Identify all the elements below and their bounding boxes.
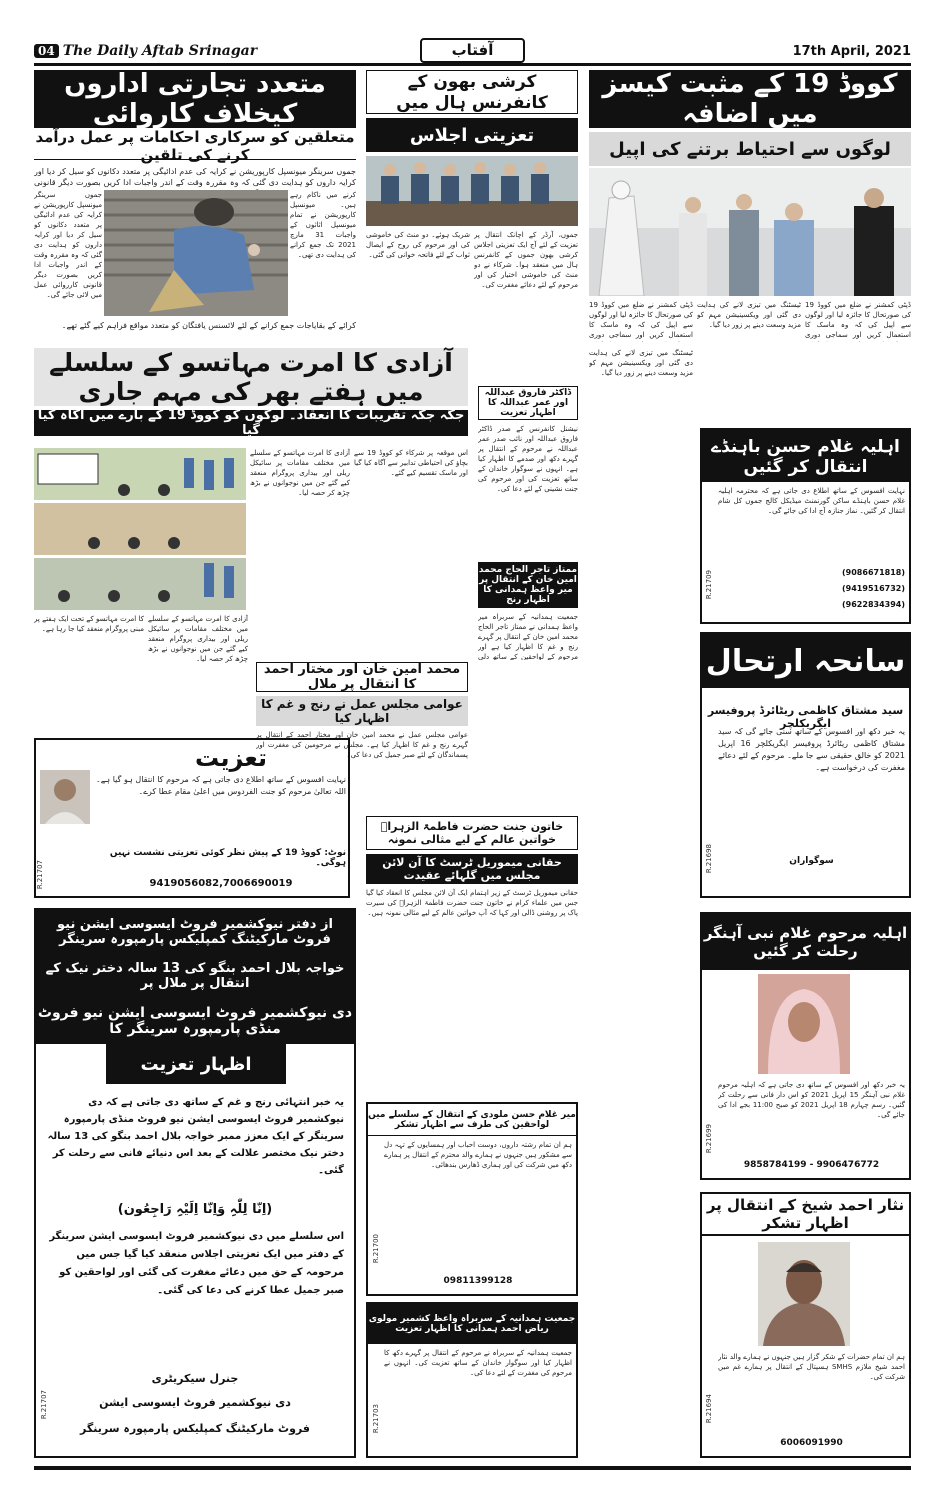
ad-phone-2: (9419516732) — [842, 584, 905, 593]
story-headline: کووڈ 19 کے مثبت کیسز میں اضافہ — [589, 70, 911, 128]
ad-body: یہ خبر دکھ اور افسوس کے ساتھ سنی جائے گی کہ سید مشتاق کاظمی ریٹائرڈ پروفیسر ایگریکلچر 16 اپریل 2021 کو خالق حقیقی سے جا ملے۔ مرحوم کے لئے دعائے مغفرت کی درخواست ہے۔ — [718, 727, 905, 772]
story-headline: آزادی کا امرت مہاتسو کے سلسلے میں ہفتے بھر کی مہم جاری — [34, 348, 468, 406]
photo-covid-review — [589, 168, 911, 296]
story-khatoon-jannat — [366, 816, 578, 1088]
ad-body-2: اس سلسلے میں دی نیوکشمیر فروٹ ایسوسی ایشن سرینگر کے دفتر میں ایک تعزیتی اجلاس منعقد کیا گیا جس میں مرحومہ کے حق میں دعائے مغفرت کی گئی اور لواحقین کو صبر جمیل عطا کرنے کی دعا کی گئی۔ — [49, 1231, 344, 1296]
ad-heading: سانحہ ارتحال — [702, 634, 909, 688]
photo-cycle-rally — [34, 448, 246, 610]
story-subheadline: لوگوں سے احتیاط برتنے کی اپیل — [589, 132, 911, 166]
ad-heading: جمعیت ہمدانیہ کے سربراہ واعظ کشمیر مولوی ریاض احمد ہمدانی کا اظہار تعزیت — [368, 1304, 576, 1344]
page-number-label — [34, 43, 257, 59]
story-body-left2: آزادی کا امرت مہاتسو کے سلسلے میں مختلف مقامات پر سائیکل ریلی اور بیداری پروگرام منعقد کیے گئے جن میں نوجوانوں نے بڑھ چڑھ کر حصہ لیا۔ — [148, 615, 248, 663]
story-subheadline: عوامی مجلس عمل نے رنج و غم کا اظہار کیا — [256, 696, 468, 726]
story-trade-action — [34, 70, 356, 342]
page-number: 04 — [34, 44, 59, 58]
ad-body: ہم ان تمام رشتہ داروں، دوست احباب اور ہمسایوں کے تہہ دل سے مشکور ہیں جنہوں نے ہمارے والد محترم کے انتقال پر ہمارے دکھ میں شرکت کی اور ہماری ڈھارس بندھائی۔ — [384, 1141, 572, 1169]
story-mumtaz — [478, 562, 578, 660]
ad-heading: اہلیہ غلام حسن باہنڈے انتقال کر گئیں — [702, 430, 909, 482]
paper-name: The Daily Aftab Srinagar — [62, 43, 258, 59]
ad-fruit-association — [34, 908, 356, 1458]
issue-date: 17th April, 2021 — [792, 43, 911, 59]
story-body-right: جموں، آرڈر کے اچانک انتقال پر تعزیت کے لئے آج ایک تعزیتی اجلاس کرشی بھون جموں کے کانفرنس ہال میں منعقد ہوا۔ شرکاء نے دو منٹ کی خاموشی اختیار کی اور مرحوم کے لئے دعائے مغفرت کی۔ — [474, 231, 578, 289]
ad-phone: 09811399128 — [443, 1276, 513, 1286]
ad-phones: 9858784199 - 9906476772 — [743, 1160, 880, 1170]
story-headline: محمد امین خان اور مختار احمد کا انتقال پر ملال — [256, 662, 468, 692]
story-body: عوامی مجلس عمل نے محمد امین خان اور مختار احمد کے انتقال پر گہرے رنج و غم کا اظہار کیا ہے۔ مجلس نے مرحومین کی مغفرت اور پسماندگان کے لئے صبر جمیل کی دعا کی۔ — [256, 731, 468, 759]
story-body-mid: آزادی کا امرت مہاتسو کے سلسلے میں مختلف مقامات پر سائیکل ریلی اور بیداری پروگرام منعقد کیے گئے جن میں نوجوانوں نے بڑھ چڑھ کر حصہ لیا۔ — [250, 449, 350, 497]
masthead-logo: آفتاب — [420, 38, 525, 63]
story-subheadline: متعلقین کو سرکاری احکامات پر عمل درآمد کرنے کی تلقین — [35, 127, 355, 164]
ad-code: R.21700 — [372, 1234, 380, 1264]
ad-phone-1: (9086671818) — [842, 568, 905, 577]
story-headline: خاتون جنت حضرت فاطمۃ الزہراؑ خواتین عالم کے لیے مثالی نمونہ — [366, 816, 578, 850]
ad-code: R.21698 — [705, 844, 713, 874]
story-headline: ڈاکٹر فاروق عبداللہ اور عمر عبداللہ کا اظہار تعزیت — [478, 386, 578, 420]
story-body-left: کا امرت مہاتسو کے تحت ایک ہفتے پر مبنی پروگرام منعقد کیا جا رہا ہے۔ — [34, 615, 144, 633]
ad-signatory-address: فروٹ مارکیٹنگ کمپلیکس پارمپورہ سرینگر — [80, 1422, 310, 1435]
ad-code: R.21707 — [40, 1390, 48, 1420]
story-body-left: جموں سرینگر میونسپل کارپوریشن نے کرایہ کی عدم ادائیگی پر متعدد دکانوں کو سیل کر دیا اور کرایہ داروں کو ہدایت دی گئی کہ وہ مقررہ وقت کے اندر واجبات ادا کریں بصورت دیگر قانونی کارروائی عمل میں لائی جائے گی۔ — [34, 191, 102, 299]
ad-sanehah-irtehal — [700, 632, 911, 898]
story-headline: ممتاز تاجر الحاج محمد امین خان کے انتقال پر میر واعظ ہمدانی کا اظہار رنج — [478, 562, 578, 608]
ad-heading: میر غلام حسن ملودی کے انتقال کے سلسلے میں لواحقین کی طرف سے اظہار تشکر — [368, 1104, 576, 1136]
ad-dua: (اِنّا لِلّٰہِ وَاِنّا اِلَیْہِ رَاجِعُون) — [117, 1202, 273, 1217]
story-body-left: شریک ہوئے۔ دو منٹ کی خاموشی کی اور مرحوم کی روح کے ایصال ثواب کے لئے فاتحہ خوانی کی گئی۔ — [366, 231, 470, 259]
ad-body: نہایت افسوس کے ساتھ اطلاع دی جاتی ہے کہ مرحوم کا انتقال ہو گیا ہے۔ اللہ تعالیٰ مرحوم کو جنت الفردوس میں اعلیٰ مقام عطا کرے۔ — [96, 775, 346, 796]
story-subheadline: جگہ جگہ تقریبات کا انعقاد۔ لوگوں کو کووڈ 19 کے بارے میں آگاہ کیا گیا — [34, 410, 468, 436]
story-covid-cases — [589, 70, 911, 342]
ad-title: تعزیت — [195, 744, 267, 772]
story-farooq-block — [478, 386, 578, 556]
story-body-mid: ٹیسٹنگ میں تیزی لانے کی ہدایت دی گئی اور ویکسینیشن مہم کو مزید وسعت دینے پر زور دیا گیا۔ — [697, 301, 801, 329]
ad-phone-3: (9622834394) — [842, 600, 905, 609]
ad-code: R.21709 — [705, 570, 713, 600]
ad-body: جمعیت ہمدانیہ کے سربراہ نے مرحوم کے انتقال پر گہرے دکھ کا اظہار کیا اور سوگوار خاندان کے ساتھ تعزیت کی۔ انہوں نے مرحوم کی مغفرت کے لئے دعا کی۔ — [384, 1349, 572, 1377]
ad-heading: نثار احمد شیخ کے انتقال پر اظہار تشکر — [702, 1194, 909, 1236]
ad-heading-2: خواجہ بلال احمد بنگو کی 13 سالہ دختر نیک کے انتقال پر ملال پر — [36, 954, 354, 998]
story-krishi-bhawan — [366, 70, 578, 342]
story-body-right: ڈپٹی کمشنر نے ضلع میں کووڈ 19 کی صورتحال کا جائزہ لیا اور لوگوں سے اپیل کی کہ وہ ماسک کا استعمال کریں اور سماجی دوری — [805, 301, 911, 339]
story-subheadline: تعزیتی اجلاس — [366, 118, 578, 152]
footer-rule — [34, 1466, 911, 1470]
photo-deceased — [40, 770, 90, 824]
story-headline: کرشی بھون کے کانفرنس ہال میں — [366, 70, 578, 114]
ad-phones: 9419056082,7006690019 — [149, 878, 293, 889]
header-rule — [34, 63, 911, 66]
ad-signatory: جنرل سیکریٹری — [151, 1372, 239, 1385]
ad-mir-thanks — [366, 1102, 578, 1296]
ad-code: R.21703 — [372, 1404, 380, 1434]
ad-taziat-small — [34, 738, 350, 898]
ad-heading-3: دی نیوکشمیر فروٹ ایسوسی ایشن نیو فروٹ منڈی پارمپورہ سرینگر کا — [36, 998, 354, 1044]
story-covid-continued: ٹیسٹنگ میں تیزی لانے کی ہدایت دی گئی اور ویکسینیشن مہم کو مزید وسعت دینے پر زور دیا گیا۔ — [589, 349, 693, 377]
photo-deceased-woman — [758, 974, 850, 1074]
ad-nisar-sheikh — [700, 1192, 911, 1458]
story-body: نیشنل کانفرنس کے صدر ڈاکٹر فاروق عبداللہ اور نائب صدر عمر عبداللہ نے مرحوم کے انتقال پر گہرے دکھ اور صدمے کا اظہار کیا ہے۔ انہوں نے سوگوار خاندان کے ساتھ تعزیت کی اور مرحوم کی جنت نشینی کے لئے دعا کی۔ — [478, 425, 578, 493]
ad-heading: اہلیہ مرحوم غلام نبی آہنگر رحلت کر گئیں — [702, 914, 909, 970]
ad-ahangar — [700, 912, 911, 1180]
ad-note: نوٹ: کووڈ 19 کے پیش نظر کوئی تعزیتی نشست نہیں ہوگی۔ — [109, 848, 346, 868]
ad-signatory-org: دی نیوکشمیر فروٹ ایسوسی ایشن — [99, 1396, 291, 1409]
photo-nisar-sheikh — [758, 1242, 850, 1346]
ad-code: R.21694 — [705, 1394, 713, 1424]
ad-phone: 6006091990 — [780, 1438, 843, 1448]
story-body-left: ڈپٹی کمشنر نے ضلع میں کووڈ 19 کی صورتحال کا جائزہ لیا اور لوگوں سے اپیل کی کہ وہ ماسک کا استعمال کریں اور سماجی دوری — [589, 301, 693, 339]
ad-code: R.21699 — [705, 1124, 713, 1154]
story-body-right: اس موقعہ پر شرکاء کو کووڈ 19 سے بچاؤ کی احتیاطی تدابیر سے آگاہ کیا گیا اور ماسک تقسیم کیے گئے۔ — [354, 449, 468, 477]
photo-worker-sealing-shop — [104, 190, 288, 316]
story-headline: متعدد تجارتی اداروں کیخلاف کاروائی — [34, 70, 356, 128]
story-subheadline: حقانی میموریل ٹرسٹ کا آن لائن مجلس میں گلہائے عقیدت — [366, 854, 578, 884]
ad-body: یہ خبر دکھ اور افسوس کے ساتھ دی جاتی ہے کہ اہلیہ مرحوم غلام نبی آہنگر 15 اپریل 2021 کو اس دار فانی سے رحلت کر گئیں۔ رسم چہارم 18 اپریل 2021 کو صبح 11:00 بجے ادا کی جائے گی۔ — [718, 1081, 905, 1119]
photo-condolence-meeting — [366, 156, 578, 226]
story-body: جمعیت ہمدانیہ کے سربراہ میر واعظ ہمدانی نے ممتاز تاجر الحاج محمد امین خان کے انتقال پر گہرے رنج و غم کا اظہار کیا ہے اور مرحوم کے لواحقین کے ساتھ دلی — [478, 613, 578, 660]
ad-jamiat-hamdania — [366, 1302, 578, 1458]
ad-heading-1: از دفتر نیوکشمیر فروٹ ایسوسی ایشن نیو فروٹ مارکیٹنگ کمپلیکس پارمپورہ سرینگر — [36, 910, 354, 954]
ad-body: نہایت افسوس کے ساتھ اطلاع دی جاتی ہے کہ محترمہ اہلیہ غلام حسن باہنڈے ساکن گورنمنٹ میڈیکل کالج جموں کل شام انتقال کر گئیں۔ نماز جنازہ آج ادا کی جائے گی۔ — [718, 487, 905, 515]
story-body-side: کرنے میں ناکام رہے ہیں۔ میونسپل کارپوریشن نے تمام میونسپل اثاثوں کے واجبات 31 مارچ 2021 تک جمع کرانے کی ہدایت دی تھی۔ — [290, 191, 356, 259]
ad-subheading: سید مشتاق کاظمی ریٹائرڈ پروفیسر ایگریکلچر — [707, 704, 904, 730]
story-body: جموں سرینگر میونسپل کارپوریشن نے کرایہ کی عدم ادائیگی پر متعدد دکانوں کو سیل کر دیا اور کرایہ داروں کو ہدایت دی گئی کہ وہ مقررہ وقت کے اندر واجبات ادا کریں بصورت دیگر قانونی — [34, 167, 356, 187]
ad-body: ہم ان تمام حضرات کے شکر گزار ہیں جنہوں نے ہمارے والد نثار احمد شیخ ملازم SMHS ہسپتال کے انتقال پر ہمارے غم میں شرکت کی۔ — [718, 1353, 905, 1381]
ad-heading-4: اظہار تعزیت — [106, 1044, 286, 1084]
story-body-bottom: کرائے کے بقایاجات جمع کرانے کے لئے لائسنس یافتگان کو متعدد مواقع فراہم کیے گئے تھے۔ — [61, 321, 356, 330]
ad-body-1: یہ خبر انتہائی رنج و غم کے ساتھ دی جاتی ہے کہ دی نیوکشمیر فروٹ ایسوسی ایشن نیو فروٹ منڈی پارمپورہ سرینگر کے ایک معزز ممبر خواجہ بلال احمد بنگو کی 13 سالہ دختر نیک مختصر علالت کے بعد اس دنیائے فانی سے رحلت کر گئی۔ — [47, 1097, 344, 1176]
ad-mourners: سوگواران — [789, 856, 834, 866]
ad-ahliya-bahande — [700, 428, 911, 624]
story-body: حقانی میموریل ٹرسٹ کے زیر اہتمام ایک آن لائن مجلس کا انعقاد کیا گیا جس میں علماء کرام نے خاتون جنت حضرت فاطمۃ الزہراؑ کی سیرت پاک پر روشنی ڈالی اور کہا کہ آپ خواتین عالم کے لیے مثالی نمونہ ہیں۔ — [366, 889, 578, 917]
ad-code: R.21707 — [36, 860, 44, 890]
